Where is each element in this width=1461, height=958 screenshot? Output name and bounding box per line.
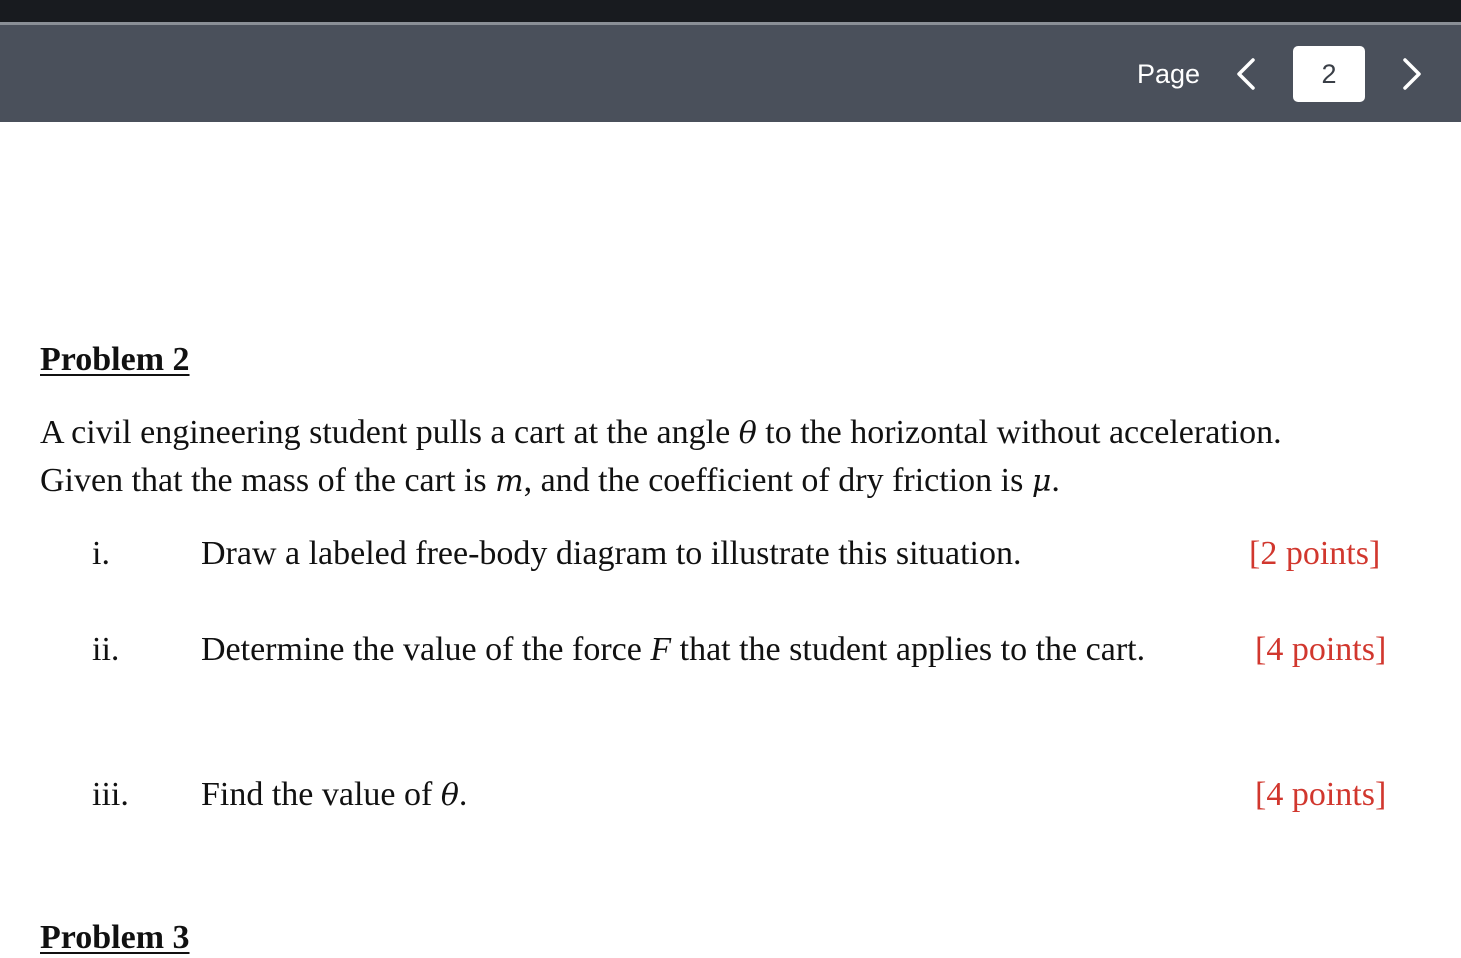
mu-symbol: μ [1031,464,1052,499]
mass-symbol: m [495,464,524,499]
statement-text: to the horizontal without acceleration. [756,414,1282,451]
theta-symbol: θ [738,416,757,451]
page-label: Page [1137,59,1201,89]
next-page-button[interactable] [1397,54,1427,94]
theta-symbol: θ [440,778,459,813]
item-text-part: that the student applies to the cart. [671,631,1146,668]
window-top-strip [0,0,1461,22]
page-number-input[interactable] [1293,46,1365,102]
item-text-part: . [458,776,468,813]
item-points: [4 points] [1255,631,1387,668]
document-page [0,122,1461,956]
problem-2-statement-line-1 [40,409,1282,458]
item-points: [4 points] [1255,776,1387,813]
chevron-right-icon [1397,54,1427,94]
item-text [201,773,467,818]
prev-page-button[interactable] [1231,54,1261,94]
item-text-part: Find the value of [201,776,441,813]
item-text [201,532,1021,576]
statement-text: . [1051,462,1060,499]
chevron-left-icon [1231,54,1261,94]
item-text-part: Draw a labeled free-body diagram to illustrate this situation. [201,535,1022,572]
statement-text: A civil engineering student pulls a cart at the angle [40,414,739,451]
item-text-part: Determine the value of the force [201,631,651,668]
problem-2-heading: Problem 2 [40,341,190,378]
problem-3-heading: Problem 3 [40,919,190,956]
item-number: i. [92,535,110,572]
problem-2-statement-line-2 [40,457,1060,506]
item-number: iii. [92,776,129,813]
item-number: ii. [92,631,120,668]
item-text [201,628,1145,672]
force-symbol: F [650,631,672,668]
item-points: [2 points] [1249,535,1381,572]
statement-text: Given that the mass of the cart is [40,462,496,499]
statement-text: , and the coefficient of dry friction is [523,462,1032,499]
